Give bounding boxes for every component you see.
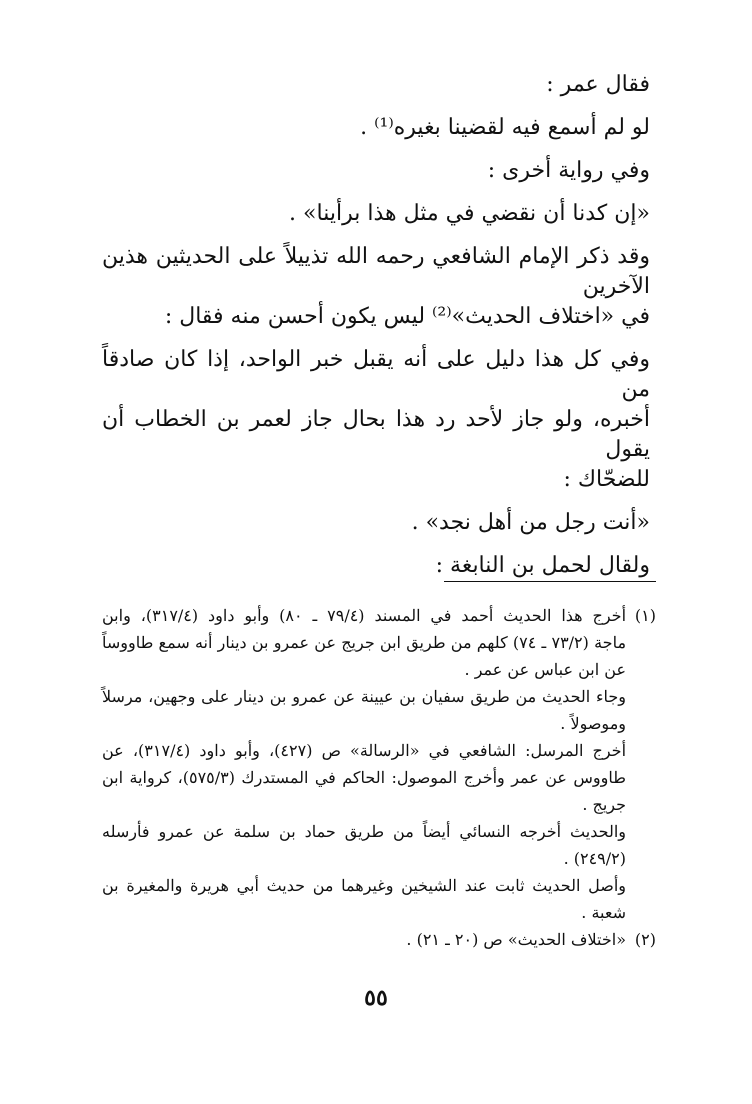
footnote-line: شعبة .	[581, 903, 626, 922]
text-line: أخبره، ولو جاز لأحد رد هذا بحال جاز لعمر بن الخطاب أن يقول	[102, 407, 650, 462]
text-line: لو لم أسمع فيه لقضينا بغيره⁽¹⁾ .	[360, 115, 650, 140]
text-line: وفي رواية أخرى :	[487, 158, 650, 183]
footnote-line: عن ابن عباس عن عمر .	[464, 660, 626, 679]
page-number: ٥٥	[364, 985, 388, 1011]
footnote-line: ماجة (٧٣/٢ ـ ٧٤) كلهم من طريق ابن جريج عن عمرو بن دينار أنه سمع طاووساً	[102, 633, 627, 652]
footnote-line: وجاء الحديث من طريق سفيان بن عيينة عن عمرو بن دينار على وجهين، مرسلاً	[102, 687, 626, 706]
footnote-line: جريج .	[582, 795, 626, 814]
footnote-line	[102, 926, 656, 953]
text-line: للضحّاك :	[563, 467, 650, 492]
footnote-line: أخرج المرسل: الشافعي في «الرسالة» ص (٤٢٧)، وأبو داود (٣١٧/٤)، عن	[102, 741, 627, 760]
footnote-number: (٢)	[634, 930, 656, 949]
footnotes	[102, 602, 656, 953]
footnote-text: «اختلاف الحديث» ص (٢٠ ـ ٢١) .	[406, 930, 626, 949]
main-text	[102, 70, 650, 581]
text-line: وقد ذكر الإمام الشافعي رحمه الله تذييلاً على الحديثين هذين الآخرين	[102, 244, 650, 299]
footnote-divider	[444, 581, 656, 582]
text-line: «إن كدنا أن نقضي في مثل هذا برأينا» .	[289, 201, 650, 226]
footnote-line: وأصل الحديث ثابت عند الشيخين وغيرهما من حديث أبي هريرة والمغيرة بن	[102, 876, 626, 895]
text-line: ولقال لحمل بن النابغة :	[435, 553, 650, 578]
footnote-line: والحديث أخرجه النسائي أيضاً من طريق حماد بن سلمة عن عمرو فأرسله	[102, 822, 626, 841]
text-line: فقال عمر :	[546, 72, 650, 97]
footnote-line	[102, 602, 656, 629]
text-line: وفي كل هذا دليل على أنه يقبل خبر الواحد، إذا كان صادقاً من	[102, 347, 650, 402]
footnote-text: أخرج هذا الحديث أحمد في المسند (٧٩/٤ ـ ٨٠) وأبو داود (٣١٧/٤)، وابن	[102, 606, 627, 625]
footnote-line: طاووس عن عمر وأخرج الموصول: الحاكم في المستدرك (٥٧٥/٣)، كرواية ابن	[102, 768, 626, 787]
text-line: في «اختلاف الحديث»⁽²⁾ ليس يكون أحسن منه فقال :	[164, 304, 650, 329]
footnote-line: وموصولاً .	[560, 714, 626, 733]
footnote-number: (١)	[634, 606, 657, 625]
text-line: «أنت رجل من أهل نجد» .	[411, 510, 650, 535]
footnote-line: (٢٤٩/٢) .	[563, 849, 626, 868]
